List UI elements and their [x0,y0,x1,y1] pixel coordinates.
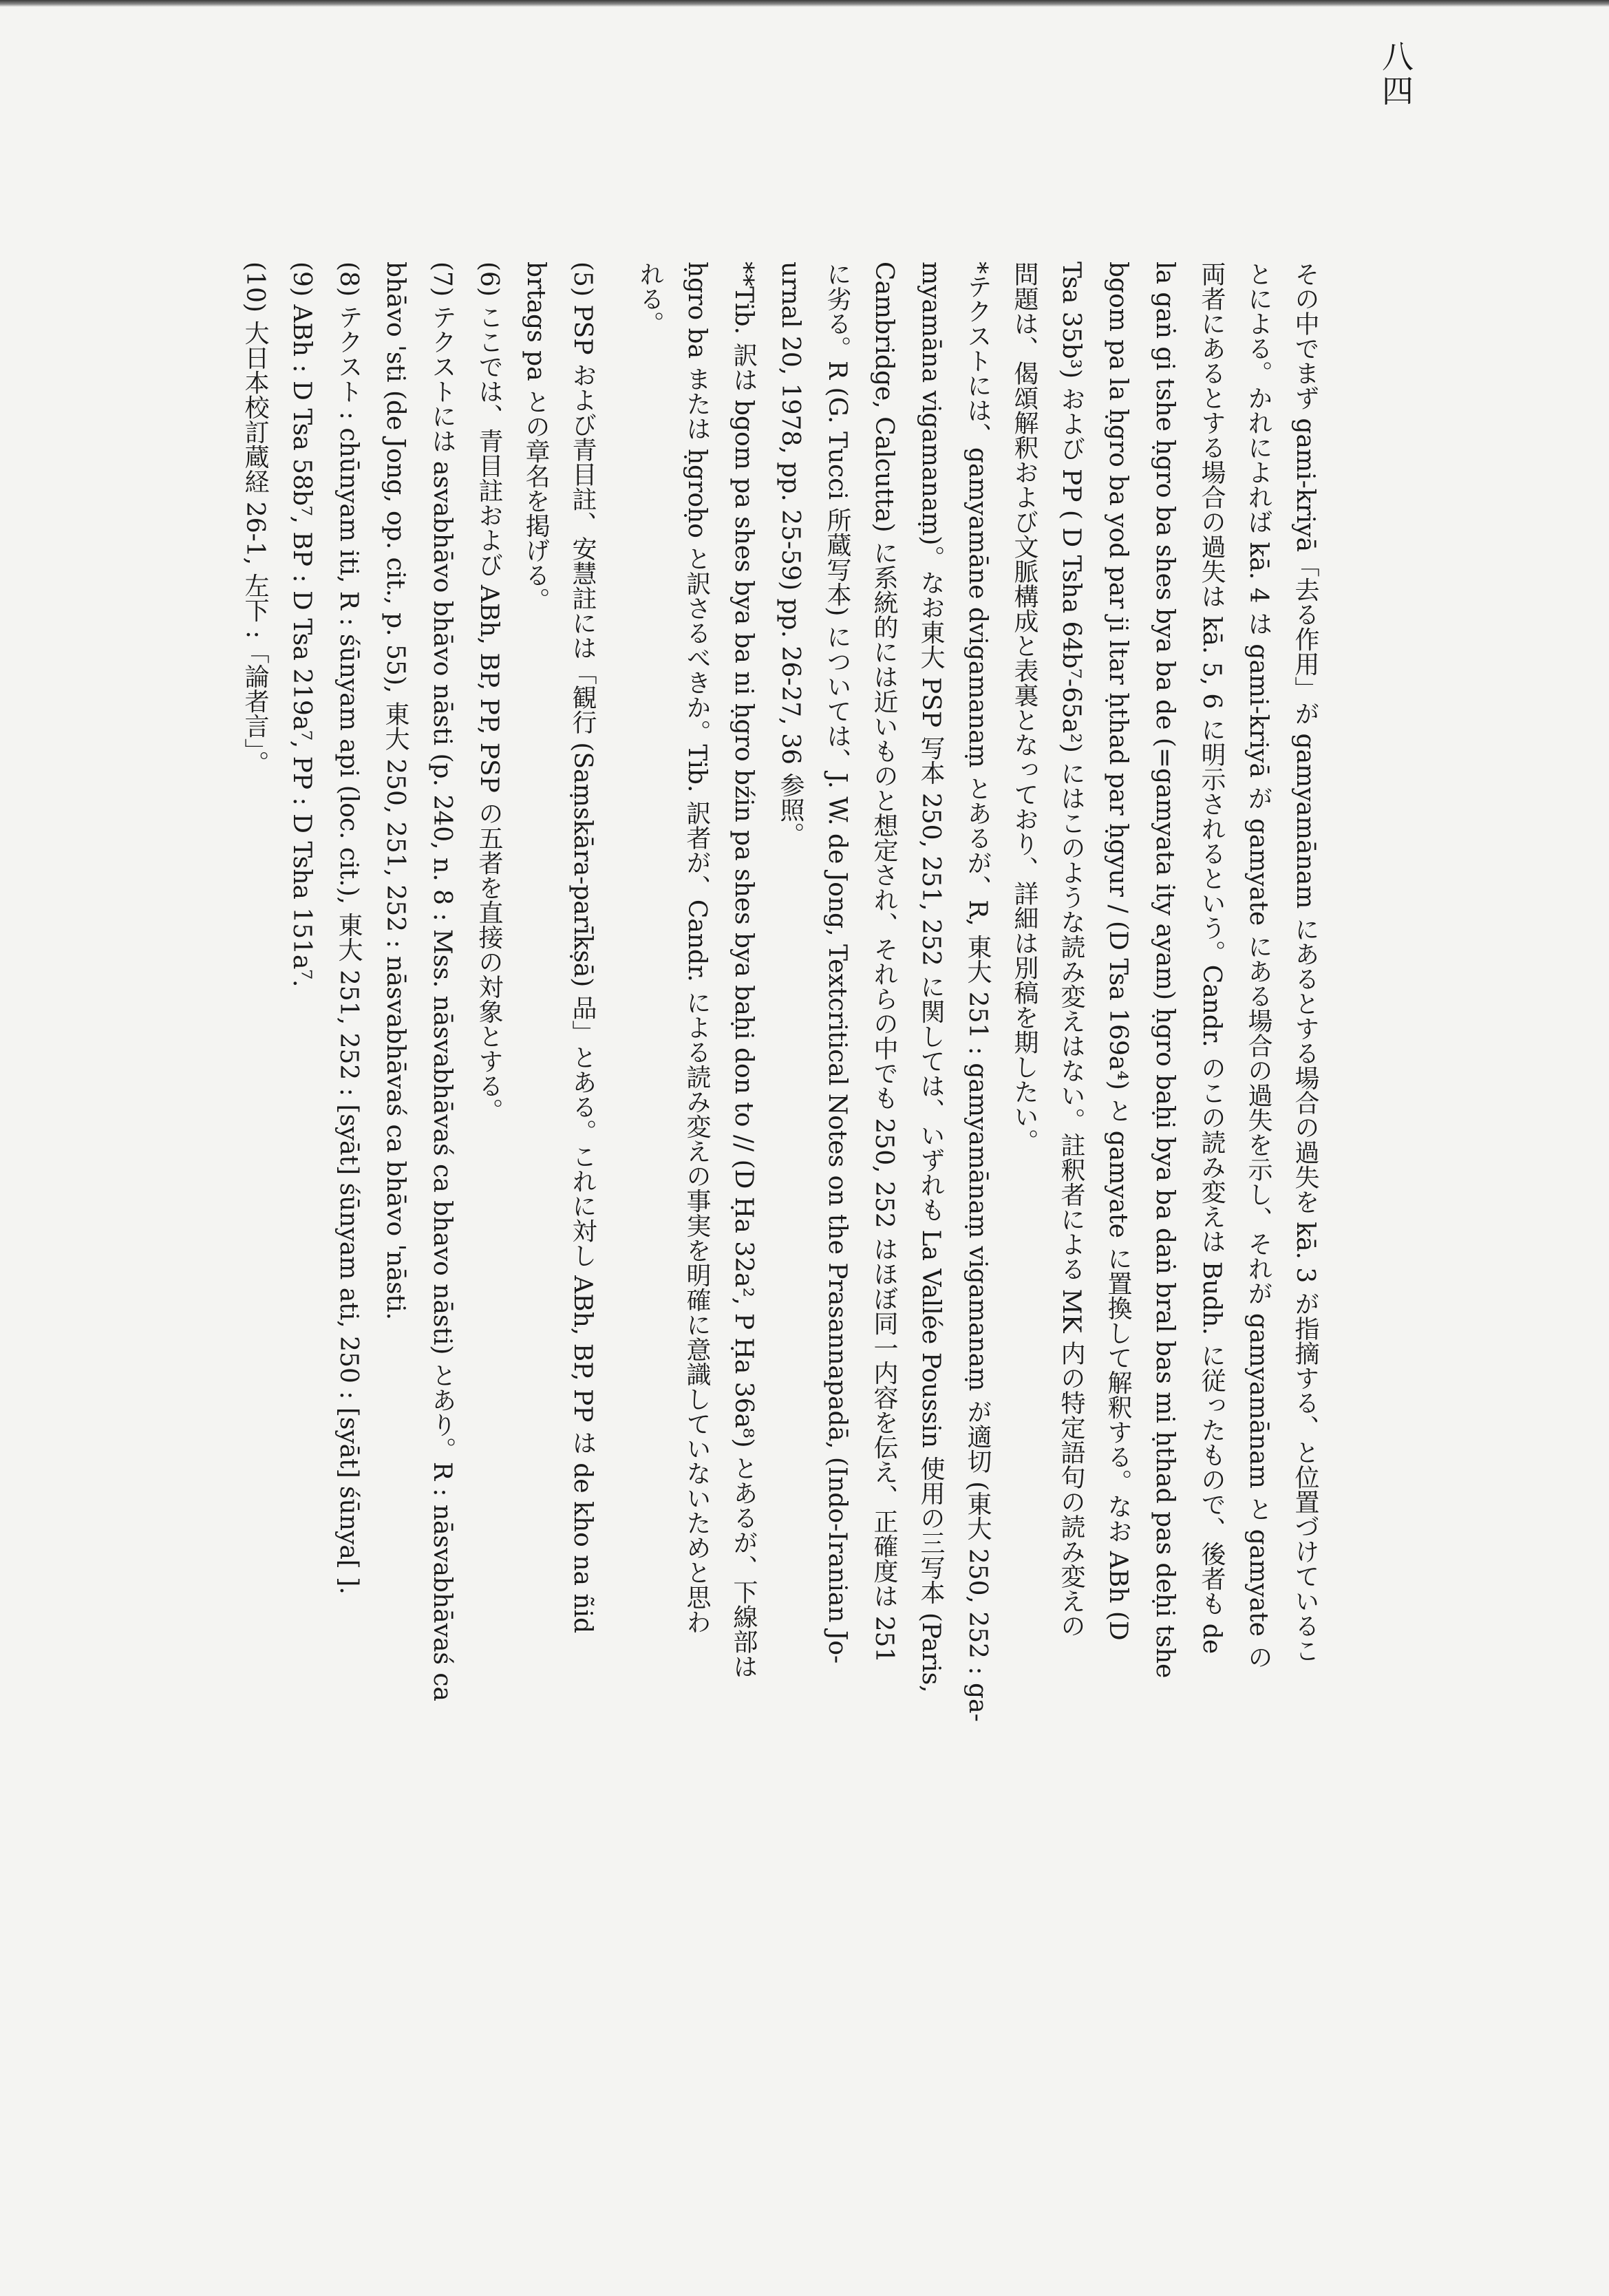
text-line: la gaṅ gi tshe ḥgro ba shes bya ba de (=gamyata ity ayam) ḥgro baḥi bya ba daṅ bral bas mi ḥthad pas deḥi tshe [1151,262,1179,1679]
footnote-line: (6) ここでは、青目註および ABh, BP, PP, PSP の五者を直接の対象とする。 [475,262,503,1123]
text-line: に劣る。R (G. Tucci 所蔵写本) については、J. W. de Jong, Textcritical Notes on the Prasannapadā, (Indo-Iranian Jo- [823,262,851,1664]
text-line: その中でまず gami-kriyā「去る作用」が gamyamānam にあるとする場合の過失を kā. 3 が指摘する、と位置づけているこ [1291,262,1319,1663]
footnote-line: (8) テクスト : chūnyam iti, R : śūnyam api (loc. cit.), 東大 251, 252 : [syāt] śūnyam ati, 250 : [syāt] śūnya[ ]. [334,262,363,1595]
text-line: れる。 [636,262,664,336]
footnote-line: (9) ABh : D Tsa 58b⁷, BP : D Tsa 219a⁷, PP : D Tsha 151a⁷. [288,262,316,988]
text-line: **Tib. 訳は bgom pa shes bya ba ni ḥgro bźin pa shes bya baḥi don to // (D Ḥa 32a², P Ḥa 36a⁸) とあるが、下線部は [729,262,758,1679]
text-line: ḥgro ba または ḥgroḥo と訳さるべきか。Tib. 訳者が、Candr. による読み変えの事実を明確に意識していないためと思わ [683,262,711,1635]
text-line: とによる。かれによれば kā. 4 は gami-kriyā が gamyate にある場合の過失を示し、それが gamyamānam と gamyate の [1244,262,1272,1670]
footnote-line: bhāvo 'sti (de Jong, op. cit., p. 55), 東大 250, 251, 252 : nāsvabhāvaś ca bhāvo 'nāsti. [381,262,409,1321]
text-line: myamāna vigamanaṃ)。なお東大 PSP 写本 250, 251, 252 に関しては、いずれも La Vallée Poussin 使用の三写本 (Paris, [917,262,945,1693]
text-line: 両者にあるとする場合の過失は kā. 5, 6 に明示されるという。Candr. のこの読み変えは Budh. に従ったもので、後者も de [1197,262,1226,1655]
text-line: 問題は、偈頌解釈および文脈構成と表裏となっており、詳細は別稿を期したい。 [1010,262,1038,1154]
text-line: Tsa 35b³) および PP ( D Tsha 64b⁷-65a²) にはこのような読み変えはない。註釈者による MK 内の特定語句の読み変えの [1057,262,1085,1638]
text-line: Cambridge, Calcutta) に系統的には近いものと想定され、それらの中でも 250, 252 はほぼ同一内容を伝え、正確度は 251 [870,262,898,1663]
page-number: 八四 [1377,40,1414,109]
text-line: bgom pa la ḥgro ba yod par ji ltar ḥthad par ḥgyur / (D Tsa 169a⁴) と gamyate に置換して解釈する。なお ABh (D [1104,262,1132,1641]
scan-top-edge [0,0,1609,7]
footnote-line: brtags pa との章名を掲げる。 [522,262,550,613]
text-line: *テクストには、gamyamāne dvigamanaṃ とあるが、R, 東大 251 : gamyamānaṃ vigamanaṃ が適切 (東大 250, 252 : ga- [963,262,992,1722]
body-text [227,262,1328,1982]
footnote-line: (5) PSP および青目註、安慧註には「観行 (Saṃskāra-parīkṣā) 品」とある。これに対し ABh, BP, PP は de kho na ñid [568,262,597,1634]
footnote-line: (10) 大日本校訂蔵経 26-1, 左下 :「論者言」。 [241,262,269,776]
text-line: urnal 20, 1978, pp. 25-59) pp. 26-27, 36 参照。 [776,262,804,847]
footnote-line: (7) テクストには asvabhāvo bhāvo nāsti (p. 240, n. 8 : Mss. nāsvabhāvaś ca bhavo nāsti) とあり。R : nāsvabhāvaś ca [428,262,456,1701]
